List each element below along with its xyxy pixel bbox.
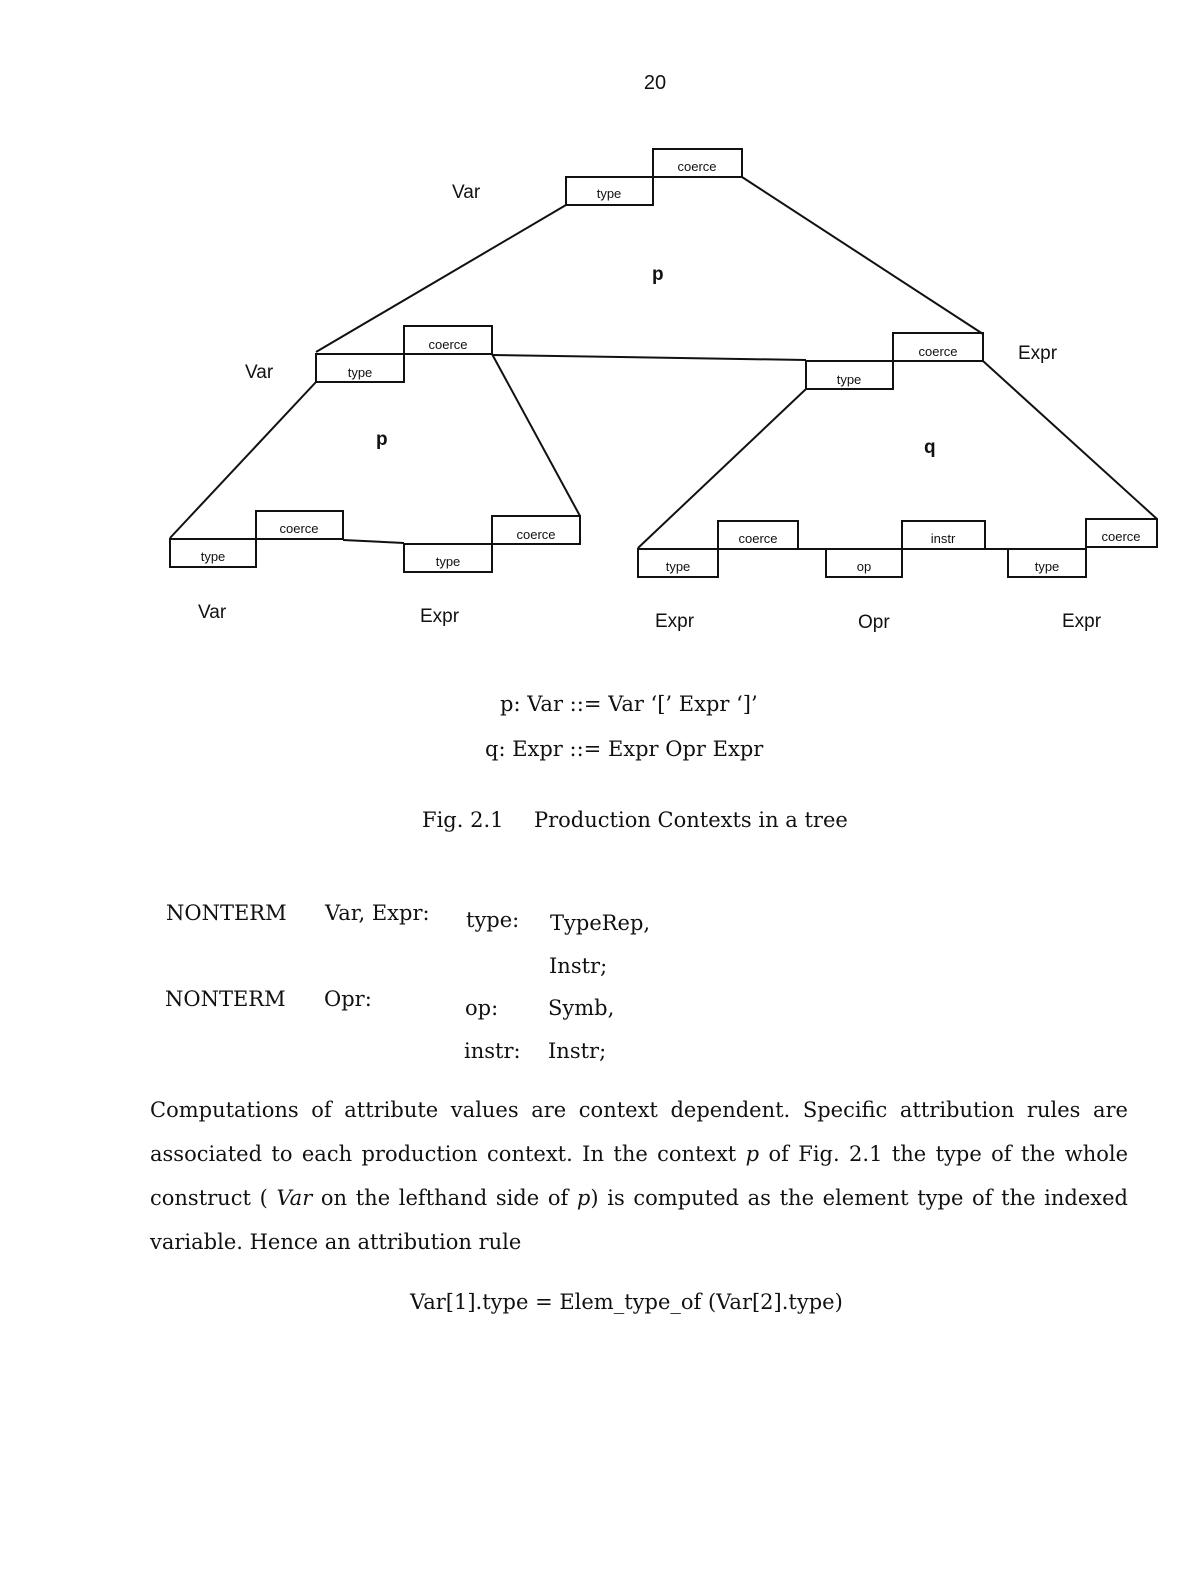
box-label-type: type [836, 372, 862, 387]
box-label-type: type [596, 186, 622, 201]
node-label-expr: Expr [655, 611, 695, 632]
decl-type: Symb, [548, 996, 615, 1020]
box-label-op: op [856, 559, 872, 574]
caption-number: Fig. 2.1 [422, 808, 504, 832]
decl-attr: instr: [464, 1039, 521, 1063]
box-label-coerce: coerce [677, 159, 717, 174]
box-label-coerce: coerce [428, 337, 468, 352]
node-label-expr: Expr [1062, 611, 1102, 632]
box-label-coerce: coerce [738, 531, 778, 546]
decl-keyword: NONTERM [166, 901, 287, 925]
node-label-expr: Expr [1018, 343, 1058, 364]
box-label-coerce: coerce [1101, 529, 1141, 544]
node-label-var: Var [452, 182, 481, 203]
box-label-type: type [665, 559, 691, 574]
edge [316, 205, 566, 352]
box-label-instr: instr [930, 531, 956, 546]
box-label-coerce: coerce [279, 521, 319, 536]
decl-keyword: NONTERM [165, 987, 286, 1011]
edge [742, 177, 983, 334]
decl-names: Var, Expr: [325, 901, 430, 925]
page-number: 20 [643, 72, 667, 94]
edge [492, 355, 806, 360]
production-label-p: p [376, 429, 388, 450]
figure-caption [422, 808, 848, 832]
box-label-coerce: coerce [918, 344, 958, 359]
production-label-p: p [652, 264, 664, 285]
production-label-q: q [924, 437, 936, 458]
box-label-type: type [347, 365, 373, 380]
grammar-rule-p: p: Var ::= Var ‘[’ Expr ‘]’ [500, 692, 758, 716]
box-label-type: type [200, 549, 226, 564]
edge [983, 361, 1157, 519]
edge [638, 389, 806, 548]
edge [492, 354, 580, 516]
caption-text: Production Contexts in a tree [534, 808, 848, 832]
box-label-type: type [1034, 559, 1060, 574]
node-label-var: Var [245, 362, 274, 383]
box-label-coerce: coerce [516, 527, 556, 542]
production-context-tree-diagram [0, 0, 1200, 660]
attribution-rule-formula: Var[1].type = Elem_type_of (Var[2].type) [410, 1290, 843, 1314]
body-paragraph: Computations of attribute values are context dependent. Specific attribution rules are associated to each production context. In the context p of Fig. 2.1 the type of the whole construct ( Var on the lefthand side of p) is computed as the element type of the indexed variable. Hence an attribution rule [150, 1098, 1129, 1254]
edge [170, 382, 319, 538]
decl-type: Instr; [548, 1039, 607, 1063]
edge [343, 540, 404, 543]
node-label-var: Var [198, 602, 227, 623]
box-label-type: type [435, 554, 461, 569]
grammar-rule-q: q: Expr ::= Expr Opr Expr [485, 737, 764, 761]
decl-type: Instr; [549, 954, 608, 978]
decl-type: TypeRep, [550, 911, 651, 935]
decl-attr: type: [466, 908, 520, 932]
node-label-opr: Opr [858, 612, 890, 633]
node-label-expr: Expr [420, 606, 460, 627]
decl-attr: op: [465, 996, 499, 1020]
decl-names: Opr: [324, 987, 372, 1011]
